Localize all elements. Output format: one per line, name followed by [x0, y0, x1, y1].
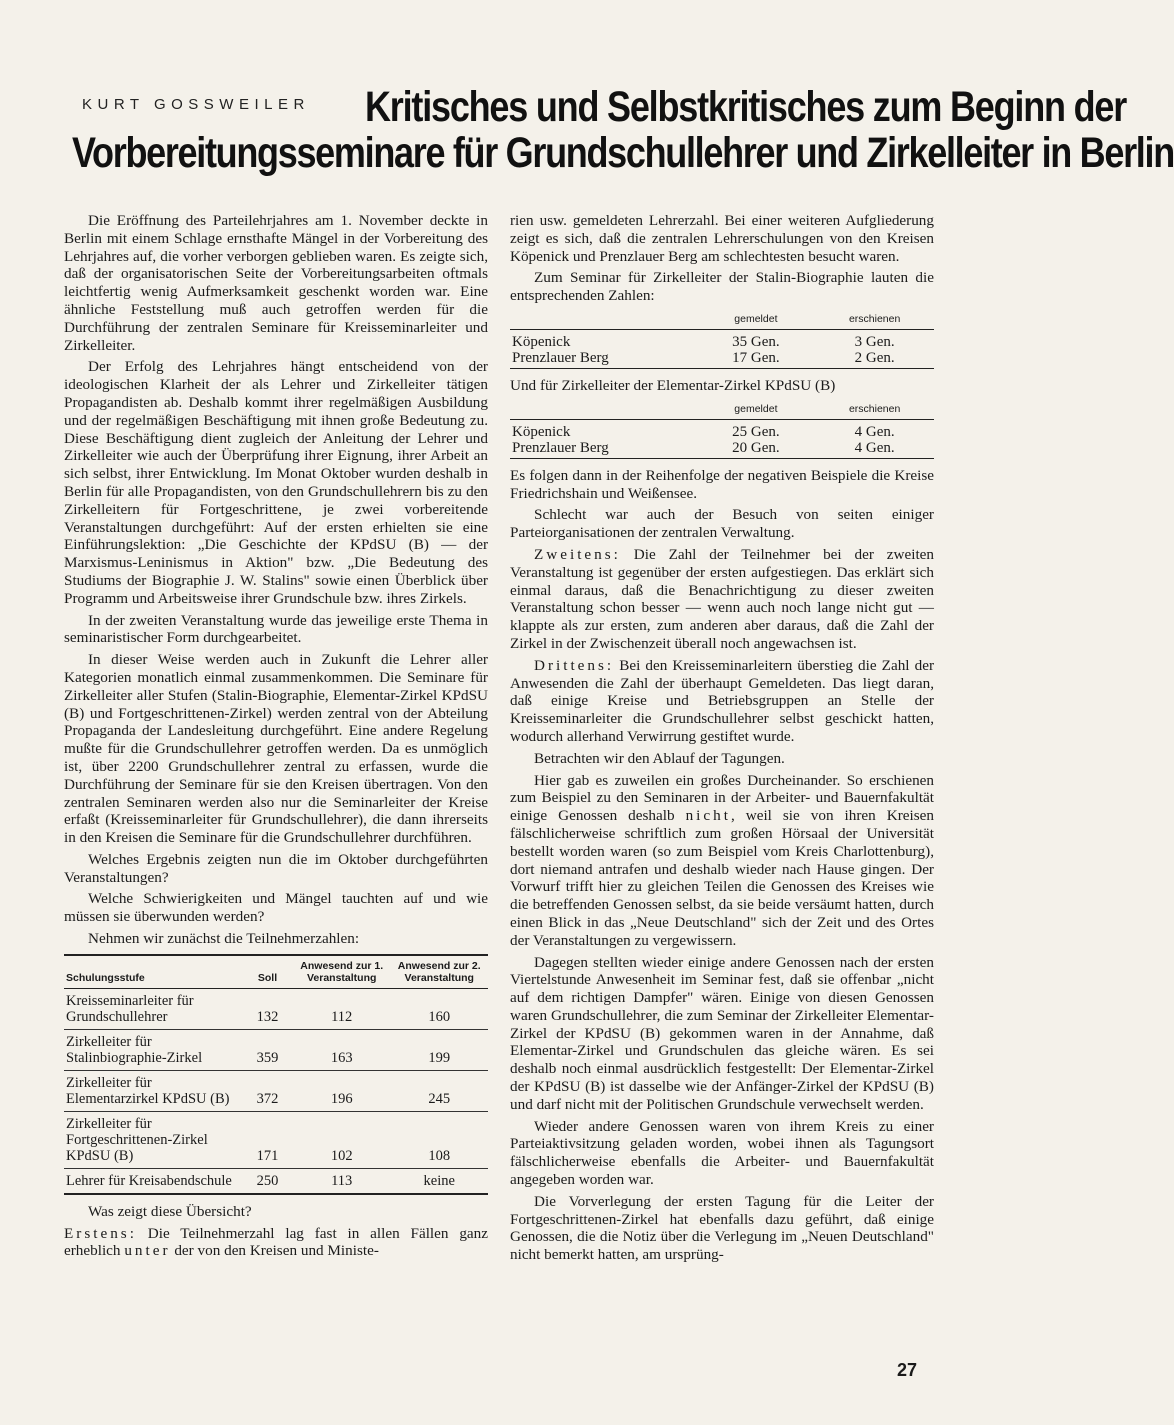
table-cell: 199	[390, 1029, 488, 1070]
paragraph	[510, 772, 934, 950]
table-cell: 4 Gen. 4 Gen.	[815, 419, 934, 458]
table-cell: 372	[242, 1070, 293, 1111]
text-run: der von den Kreisen und Ministe-	[170, 1242, 379, 1260]
stalin-biography-table	[510, 309, 934, 369]
left-column	[64, 212, 488, 1264]
table-cell: Zirkelleiter für Stalinbiographie-Zirkel	[64, 1029, 242, 1070]
paragraph: Nehmen wir zunächst die Teilnehmerzahlen:	[88, 930, 360, 948]
table-cell: Zirkelleiter für Elementarzirkel KPdSU (B)	[64, 1070, 242, 1111]
paragraph: Der Erfolg des Lehrjahres hängt entscheidend von der ideologischen Klarheit der als Lehrer und Zirkelleiter tätigen Propagandisten ab. Deshalb kommt ihrer regelmäßigen Ausbildung und der regelmäßigen Beschäftigung mit ihnen große Bedeutung zu. Diese Beschäftigung dient zugleich der Anleitung der Lehrer und Zirkelleiter wie auch der Überprüfung ihrer Eignung, ihrer Arbeit an sich selbst, ihrer Entwicklung. Im Monat Oktober wurden deshalb in Berlin für alle Propagandisten, von den Grundschullehrern bis zu den Zirkelleitern für Fortgeschrittene, je zwei vorbereitende Veranstaltungen durchgeführt: Auf der ersten erhielten sie eine Einführungslektion: „Die Geschichte der KPdSU (B) — der Marxismus-Leninismus in Aktion" bzw. „Die Bedeutung des Studiums der Biographie J. W. Stalins" sowie einen Überblick über Programm und Arbeitsweise ihrer Grundschule bzw. ihres Zirkels.	[64, 358, 488, 607]
table-cell: 245	[390, 1070, 488, 1111]
table-row	[64, 988, 488, 1029]
table-cell: 35 Gen. 17 Gen.	[697, 329, 816, 368]
text-run: Hier gab es zuweilen ein großes Durcheinander. So erschienen zum Beispiel zu den Seminaren in der Arbeiter- und Bauernfakultät einige Genossen deshalb	[510, 771, 934, 825]
column-header: gemeldet	[697, 309, 816, 330]
table-cell: 171	[242, 1111, 293, 1168]
column-header: Soll	[242, 955, 293, 989]
table-cell: 112	[293, 988, 391, 1029]
text-run: , weil sie von ihren Kreisen fälschlicherweise schriftlich zum großen Hörsaal der Universität bestellt worden waren (so zum Beispiel vom Kreis Charlottenburg), dort niemand antrafen und deshalb wieder nach Hause gingen. Der Vorwurf trifft hier zu gleichen Teilen die Genossen des Kreises wie die betreffenden Genossen selbst, da sie beide versäumt hatten, durch einen Blick in das „Neue Deutschland" sich der Zeit und des Ortes der Veranstaltungen zu vergewissern.	[510, 807, 934, 949]
table-cell: 196	[293, 1070, 391, 1111]
text-run: Die Teilnehmerzahl lag fast in allen Fällen ganz erheblich	[64, 1224, 488, 1260]
paragraph: Was zeigt diese Übersicht?	[88, 1202, 252, 1220]
table-cell: 3 Gen. 2 Gen.	[815, 329, 934, 368]
column-header: erschienen	[815, 309, 934, 330]
table-cell: 132	[242, 988, 293, 1029]
paragraph: In der zweiten Veranstaltung wurde das jeweilige erste Thema in seminaristischer Form durchgearbeitet.	[64, 611, 488, 647]
text-run: Bei den Kreisseminarleitern überstieg die Zahl der Anwesenden die Zahl der überhaupt Gemeldeten. Das liegt daran, daß einige Kreise und Betriebsgruppen an Stelle der Kreisseminarleiter die Grundschullehrer selbst geschickt hatten, wodurch allerhand Verwirrung gestiftet wurde.	[510, 656, 934, 745]
paragraph	[510, 657, 934, 746]
table-cell: keine	[390, 1168, 488, 1194]
page-number: 27	[897, 1360, 918, 1380]
paragraph: Schlecht war auch der Besuch von seiten einiger Parteiorganisationen der zentralen Verwaltung.	[510, 506, 934, 542]
emphasis-lead: Erstens:	[64, 1224, 137, 1242]
table-row	[64, 1111, 488, 1168]
right-column	[510, 212, 934, 1268]
paragraph: rien usw. gemeldeten Lehrerzahl. Bei einer weiteren Aufgliederung zeigt es sich, daß die zentralen Lehrerschulungen von den Kreisen Köpenick und Prenzlauer Berg am schlechtesten besucht waren.	[510, 212, 934, 265]
paragraph: Dagegen stellten wieder einige andere Genossen nach der ersten Viertelstunde Anwesenheit im Seminar fest, daß sie offenbar „nicht auf dem richtigen Dampfer" wären. Einige von diesen Genossen waren Grundschullehrer, die zum Seminar der Zirkelleiter Elementar-Zirkel der KPdSU (B) gekommen waren in der Annahme, daß Elementar-Zirkel und Grundschulen das gleiche wären. Es sei deshalb noch einmal ausdrücklich festgestellt: Der Elementar-Zirkel der KPdSU (B) ist dasselbe wie der Anfänger-Zirkel der KPdSU (B) und darf nicht mit der Politischen Grundschule verwechselt werden.	[510, 953, 934, 1113]
table-cell: 163	[293, 1029, 391, 1070]
table-cell: Zirkelleiter für Fortgeschrittenen-Zirkel KPdSU (B)	[64, 1111, 242, 1168]
table-cell: Kreisseminarleiter für Grundschullehrer	[64, 988, 242, 1029]
table-cell: 102	[293, 1111, 391, 1168]
column-header	[510, 309, 697, 330]
paragraph: Welche Schwierigkeiten und Mängel tauchten auf und wie müssen sie überwunden werden?	[64, 890, 488, 926]
table-header-row	[510, 309, 934, 330]
paragraph: Welches Ergebnis zeigten nun die im Oktober durchgeführten Veranstaltungen?	[64, 850, 488, 886]
text-run: Die Zahl der Teilnehmer bei der zweiten Veranstaltung ist gegenüber der ersten aufgestiegen. Das erklärt sich einmal daraus, daß die Benachrichtigung zu dieser zweiten Veranstaltung schon besser — wenn auch noch lange nicht gut — klappte als zur ersten, zum anderen aber daraus, daß die Zahl der Zirkel in der Zwischenzeit überall noch angewachsen ist.	[510, 545, 934, 652]
column-header: Anwesend zur 1. Veranstaltung	[293, 955, 391, 989]
paragraph: Die Vorverlegung der ersten Tagung für die Leiter der Fortgeschrittenen-Zirkel hat ebenfalls dazu geführt, daß einige Genossen, die die Notiz über die Verlegung im „Neuen Deutschland" nicht bemerkt hatten, am ursprüng-	[510, 1192, 934, 1264]
emphasis: nicht	[685, 807, 731, 825]
table-cell: 250	[242, 1168, 293, 1194]
emphasis-lead: Zweitens:	[534, 545, 621, 563]
column-header: erschienen	[815, 399, 934, 420]
column-header: Anwesend zur 2. Veranstaltung	[390, 955, 488, 989]
participants-table	[64, 954, 488, 1195]
table-cell: Köpenick Prenzlauer Berg	[510, 329, 697, 368]
table-cell: 25 Gen. 20 Gen.	[697, 419, 816, 458]
table-cell: Köpenick Prenzlauer Berg	[510, 419, 697, 458]
paragraph: Betrachten wir den Ablauf der Tagungen.	[534, 749, 785, 767]
paragraph: Zum Seminar für Zirkelleiter der Stalin-Biographie lauten die entsprechenden Zahlen:	[510, 269, 934, 305]
author-name: KURT GOSSWEILER	[82, 96, 310, 113]
table-cell: 359	[242, 1029, 293, 1070]
article-title-line-2: Vorbereitungsseminare für Grundschullehrer und Zirkelleiter in Berlin	[72, 128, 1174, 177]
paragraph: Es folgen dann in der Reihenfolge der negativen Beispiele die Kreise Friedrichshain und Weißensee.	[510, 466, 934, 502]
table-cell: 160	[390, 988, 488, 1029]
table-row	[64, 1168, 488, 1194]
table-cell: 108	[390, 1111, 488, 1168]
table-header-row	[510, 399, 934, 420]
elementary-circle-table	[510, 399, 934, 459]
article-title-line-1: Kritisches und Selbstkritisches zum Beginn der	[365, 82, 1127, 131]
emphasis: unter	[124, 1242, 171, 1260]
column-header	[510, 399, 697, 420]
table-header-row	[64, 955, 488, 989]
paragraph	[510, 546, 934, 653]
table-row	[64, 1029, 488, 1070]
table-row	[64, 1070, 488, 1111]
column-header: Schulungsstufe	[64, 955, 242, 989]
paragraph	[64, 1225, 488, 1261]
table-row	[510, 329, 934, 368]
table-cell: Lehrer für Kreisabendschule	[64, 1168, 242, 1194]
paragraph: Und für Zirkelleiter der Elementar-Zirkel KPdSU (B)	[510, 376, 836, 394]
emphasis-lead: Drittens:	[534, 656, 615, 674]
paragraph: Die Eröffnung des Parteilehrjahres am 1. November deckte in Berlin mit einem Schlage ernsthafte Mängel in der Vorbereitung des Lehrjahres auf, die vorher verborgen geblieben waren. Es zeigte sich, daß der organisatorischen Seite der Vorbereitungsarbeiten oftmals leichtfertig wenig Aufmerksamkeit geschenkt worden war. Eine ähnliche Feststellung muß auch getroffen werden für die Durchführung der zentralen Seminare für Kreisseminarleiter und Zirkelleiter.	[64, 212, 488, 354]
paragraph: Wieder andere Genossen waren von ihrem Kreis zu einer Parteiaktivsitzung geladen worden, wobei ihnen als Tagungsort fälschlicherweise ebenfalls die Arbeiter- und Bauernfakultät angegeben worden war.	[510, 1117, 934, 1189]
paragraph: In dieser Weise werden auch in Zukunft die Lehrer aller Kategorien monatlich einmal zusammenkommen. Die Seminare für Zirkelleiter aller Stufen (Stalin-Biographie, Elementar-Zirkel KPdSU (B) und Fortgeschrittenen-Zirkel) werden zentral von der Abteilung Propaganda der Landesleitung durchgeführt. Eine andere Regelung mußte für die Grundschullehrer getroffen werden. Da es unmöglich ist, über 2200 Grundschullehrer zentral zu erfassen, wurde die Durchführung der Seminare für sie den Kreisen übertragen. Von den zentralen Seminaren werden also nur die Seminarleiter der Kreise erfaßt (Kreisseminarleiter für Grundschullehrer), die dann ihrerseits in den Kreisen die Seminare für die Grundschullehrer durchführen.	[64, 651, 488, 847]
table-cell: 113	[293, 1168, 391, 1194]
table-row	[510, 419, 934, 458]
column-header: gemeldet	[697, 399, 816, 420]
